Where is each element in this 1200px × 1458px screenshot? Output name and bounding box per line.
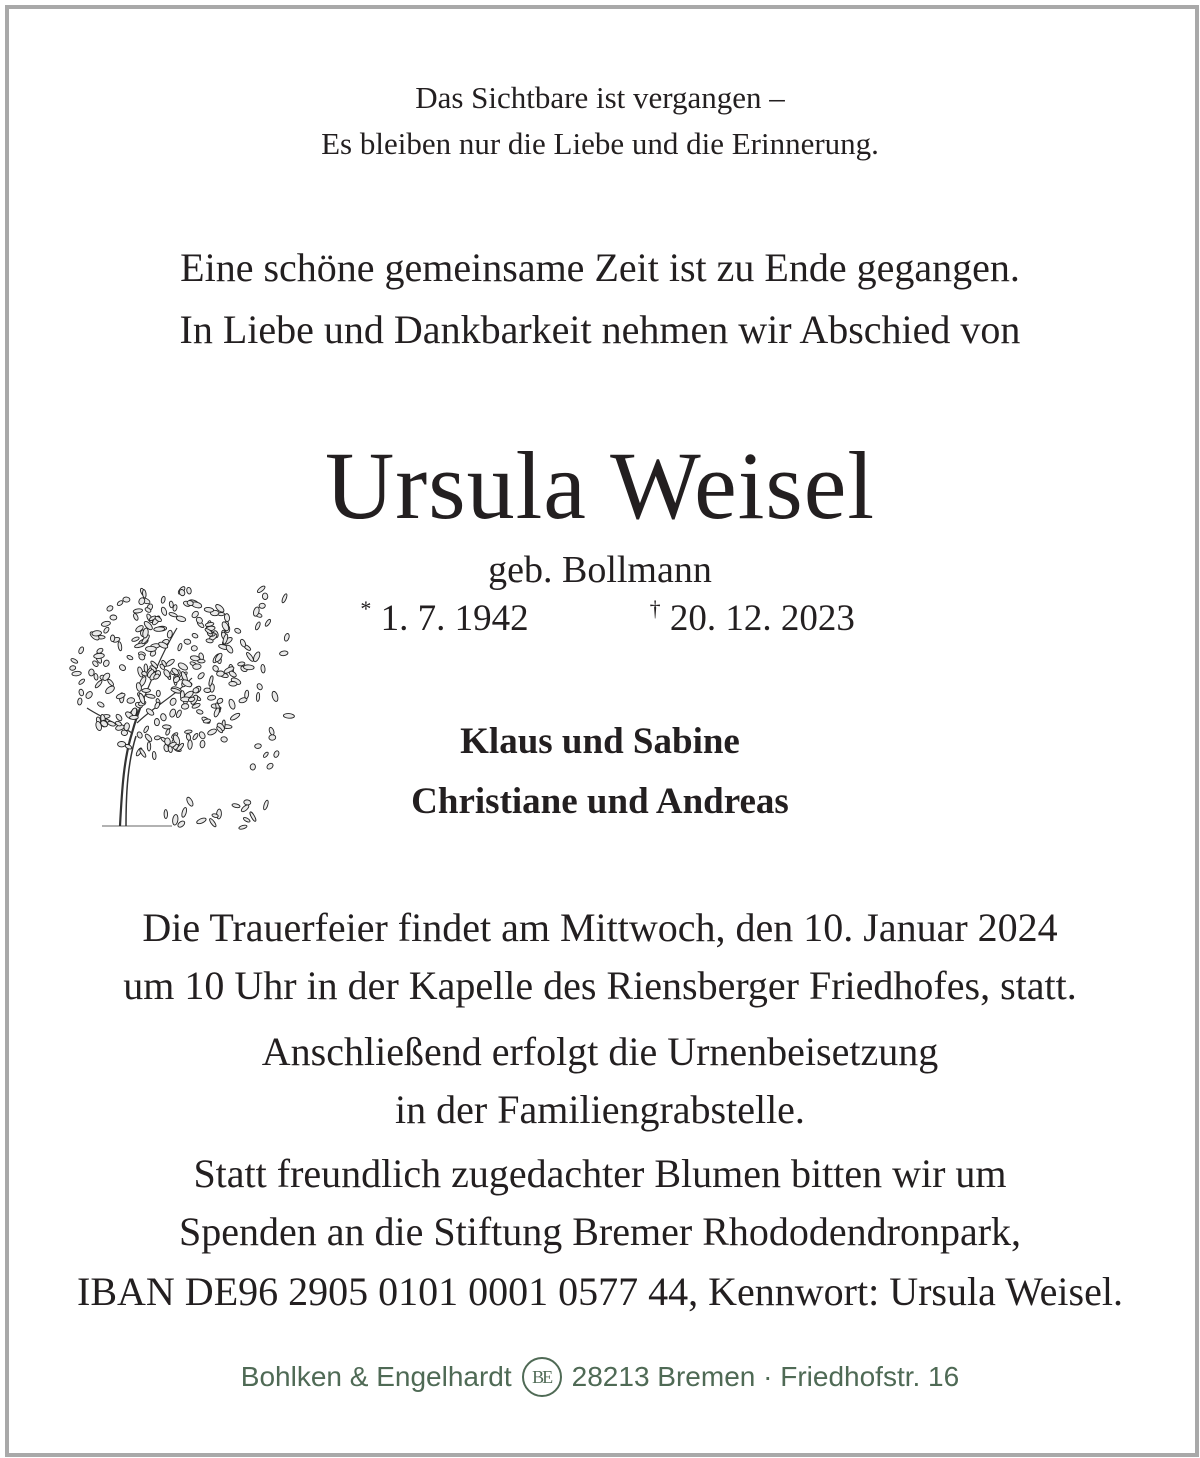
leaf (126, 655, 133, 661)
leaf (184, 639, 192, 645)
mourner-2: Christiane und Andreas (411, 781, 789, 822)
leaf (107, 678, 115, 686)
ceremony-line-2: um 10 Uhr in der Kapelle des Riensberger Friedhofes, statt. (123, 963, 1077, 1008)
ceremony-line-3: Anschließend erfolgt die Urnenbeisetzung (261, 1029, 939, 1074)
leaf (168, 612, 177, 618)
leaf (165, 658, 175, 667)
leaf (131, 636, 140, 642)
leaf (123, 597, 130, 602)
leaf (144, 664, 148, 673)
leaf (88, 669, 94, 676)
donation-line-3: IBAN DE96 2905 0101 0001 0577 44, Kennwort: Ursula Weisel. (77, 1269, 1123, 1314)
leaf (127, 697, 135, 704)
leaf (160, 606, 167, 616)
ceremony-line-1: Die Trauerfeier findet am Mittwoch, den 10. Januar 2024 (142, 905, 1058, 950)
leaf (197, 672, 206, 680)
motto-line-2: Es bleiben nur die Liebe und die Erinnerung. (321, 126, 879, 161)
death-group (650, 596, 880, 640)
leaf (78, 646, 85, 654)
leaf (234, 627, 242, 634)
leaf (169, 697, 177, 706)
be-logo-icon (522, 1357, 562, 1397)
leaf (256, 683, 263, 691)
leaf (239, 639, 246, 648)
leaf (72, 671, 82, 676)
leaf (228, 670, 237, 678)
leaf (254, 621, 261, 630)
leaf (191, 646, 197, 651)
leaf (117, 641, 122, 651)
leaf (281, 593, 288, 603)
leaf (97, 701, 105, 708)
leaf (279, 650, 288, 656)
leaf (213, 707, 220, 717)
leaf (77, 698, 82, 706)
leaf (256, 692, 260, 701)
maiden-name: geb. Bollmann (488, 549, 712, 591)
donation-line-1: Statt freundlich zugedachter Blumen bitten wir um (193, 1151, 1007, 1196)
leaf (129, 715, 138, 719)
funeral-home-footer (0, 1357, 1200, 1397)
leaf (228, 699, 236, 710)
leaf (196, 709, 204, 715)
leaf (198, 659, 205, 663)
leaf (256, 585, 266, 594)
company-name: Bohlken & Engelhardt (240, 1361, 512, 1392)
leaf (142, 589, 146, 598)
leaf (245, 651, 254, 662)
leaf (264, 619, 271, 628)
leaf (101, 620, 111, 627)
leaf (92, 630, 102, 636)
leaf (110, 615, 117, 620)
ceremony-line-4: in der Familiengrabstelle. (395, 1087, 805, 1132)
leaf (110, 635, 115, 642)
leaf (204, 607, 214, 613)
mourner-1: Klaus und Sabine (460, 721, 740, 762)
leaf (94, 653, 105, 659)
leaf (156, 690, 160, 696)
leaf (118, 663, 126, 671)
logo-letters: BE (532, 1366, 552, 1387)
company-address: 28213 Bremen · Friedhofstr. 16 (571, 1361, 960, 1392)
leaf (238, 824, 247, 830)
leaf (94, 673, 99, 680)
leaf (106, 605, 114, 612)
leaf (271, 691, 279, 702)
leaf (204, 688, 211, 693)
motto-line-1: Das Sichtbare ist vergangen – (415, 80, 785, 115)
leaf (218, 612, 225, 616)
leaf (78, 678, 85, 685)
leaf (229, 681, 237, 686)
leaf (266, 762, 274, 770)
leaf (250, 764, 256, 771)
leaf (224, 613, 230, 622)
leaf (142, 689, 151, 693)
leaf (104, 685, 115, 695)
leaf (225, 644, 234, 654)
leaf (175, 709, 182, 718)
leaf (161, 596, 166, 604)
intro-line-1: Eine schöne gemeinsame Zeit ist zu Ende gegangen. (180, 245, 1020, 290)
leaf (261, 664, 266, 673)
leaf (70, 658, 78, 664)
leaf (133, 613, 139, 621)
leaf (191, 633, 198, 639)
leaf (262, 593, 268, 600)
leaf (146, 646, 157, 651)
leaf (103, 626, 110, 634)
leaf (259, 603, 266, 609)
leaf (69, 665, 76, 671)
death-symbol: † (649, 596, 661, 621)
leaf (85, 690, 94, 699)
leaf (283, 713, 294, 718)
leaf (133, 608, 143, 613)
birth-group (360, 596, 590, 640)
leaf (284, 633, 290, 642)
leaf (163, 669, 172, 679)
intro-line-2: In Liebe und Dankbarkeit nehmen wir Abschied von (179, 307, 1021, 352)
leaf (177, 643, 183, 651)
leaf (169, 708, 177, 718)
leaf (78, 689, 84, 697)
leaf (207, 695, 216, 701)
leaf (181, 703, 189, 709)
leaf (243, 665, 254, 671)
leaf (94, 679, 103, 688)
leaf (154, 627, 165, 632)
death-date: 20. 12. 2023 (669, 598, 855, 639)
donation-line-2: Spenden an die Stiftung Bremer Rhododendronpark, (178, 1209, 1022, 1254)
leaf (154, 701, 160, 709)
leaf (244, 690, 249, 699)
leaf (102, 659, 110, 667)
deceased-name: Ursula Weisel (324, 432, 876, 539)
birth-date: 1. 7. 1942 (380, 598, 529, 639)
leaf (193, 664, 202, 670)
leaf (146, 693, 156, 698)
leaf (216, 671, 224, 677)
leaf (186, 587, 192, 594)
birth-symbol: * (360, 596, 372, 621)
